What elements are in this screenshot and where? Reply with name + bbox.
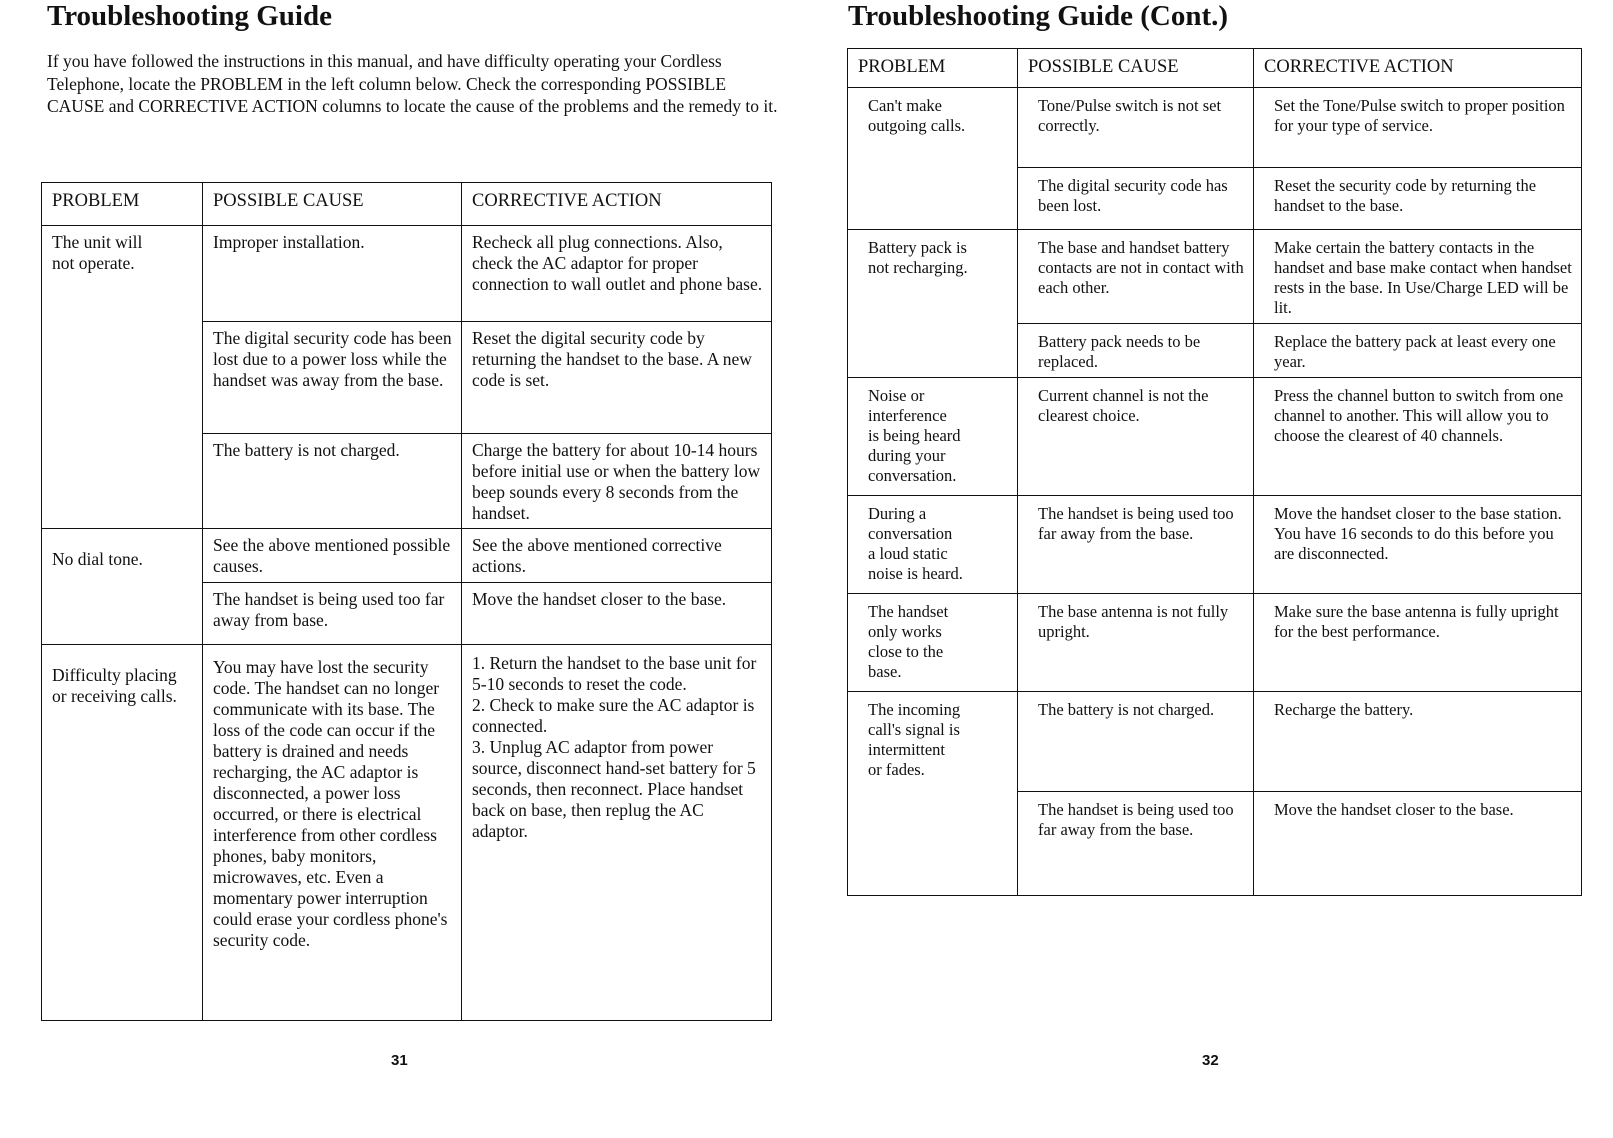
cause-cell: Current channel is not the clearest choice. [1018, 378, 1254, 496]
header-problem: PROBLEM [42, 183, 203, 226]
table-row [848, 230, 1582, 324]
cause-cell: Improper installation. [203, 226, 462, 322]
action-cell: Move the handset closer to the base. [462, 583, 772, 645]
table-row [42, 226, 772, 322]
page-number: 32 [1202, 1052, 1219, 1069]
cause-cell: Tone/Pulse switch is not set correctly. [1018, 88, 1254, 168]
header-corrective-action: CORRECTIVE ACTION [1254, 49, 1582, 88]
header-possible-cause: POSSIBLE CAUSE [203, 183, 462, 226]
action-cell: Make certain the battery contacts in the handset and base make contact when handset rests in the base. In Use/Charge LED will be lit. [1254, 230, 1582, 324]
action-cell: Replace the battery pack at least every one year. [1254, 324, 1582, 378]
problem-cell: The incoming call's signal is intermittent or fades. [848, 692, 1018, 896]
table-row [848, 378, 1582, 496]
page-title: Troubleshooting Guide [47, 0, 332, 32]
problem-cell: Battery pack is not recharging. [848, 230, 1018, 378]
action-cell: Recheck all plug connections. Also, check the AC adaptor for proper connection to wall outlet and phone base. [462, 226, 772, 322]
header-row [42, 183, 772, 226]
action-cell: Charge the battery for about 10-14 hours before initial use or when the battery low beep sounds every 8 seconds from the handset. [462, 434, 772, 529]
cause-cell: See the above mentioned possible causes. [203, 529, 462, 583]
problem-cell: The handset only works close to the base. [848, 594, 1018, 692]
cause-cell: The handset is being used too far away from the base. [1018, 792, 1254, 896]
cause-cell: The base and handset battery contacts are not in contact with each other. [1018, 230, 1254, 324]
cause-cell: Battery pack needs to be replaced. [1018, 324, 1254, 378]
action-cell: Move the handset closer to the base station. You have 16 seconds to do this before you are disconnected. [1254, 496, 1582, 594]
action-cell: Press the channel button to switch from one channel to another. This will allow you to choose the clearest of 40 channels. [1254, 378, 1582, 496]
action-cell: Reset the digital security code by returning the handset to the base. A new code is set. [462, 322, 772, 434]
table-row [848, 692, 1582, 792]
table-row [848, 594, 1582, 692]
problem-cell: During a conversation a loud static noise is heard. [848, 496, 1018, 594]
cause-cell: The battery is not charged. [1018, 692, 1254, 792]
table-row [848, 88, 1582, 168]
action-cell: 1. Return the handset to the base unit for 5-10 seconds to reset the code. 2. Check to make sure the AC adaptor is connected. 3. Unplug AC adaptor from power source, disconnect hand-set battery for 5 seconds, then reconnect. Place handset back on base, then replug the AC adaptor. [462, 645, 772, 1021]
table-row [42, 645, 772, 1021]
header-corrective-action: CORRECTIVE ACTION [462, 183, 772, 226]
header-row [848, 49, 1582, 88]
action-cell: Recharge the battery. [1254, 692, 1582, 792]
troubleshooting-table [847, 48, 1582, 896]
table-row [42, 529, 772, 583]
action-cell: Make sure the base antenna is fully upright for the best performance. [1254, 594, 1582, 692]
cause-cell: The base antenna is not fully upright. [1018, 594, 1254, 692]
action-cell: Move the handset closer to the base. [1254, 792, 1582, 896]
page-title: Troubleshooting Guide (Cont.) [848, 0, 1229, 32]
page-number: 31 [391, 1052, 408, 1069]
cause-cell: The handset is being used too far away from base. [203, 583, 462, 645]
intro-paragraph: If you have followed the instructions in this manual, and have difficulty operating your Cordless Telephone, locate the PROBLEM in the left column below. Check the corresponding POSSIBLE CAUSE and CORRECTIVE ACTION columns to locate the cause of the problems and the remedy to it. [47, 51, 778, 116]
problem-cell: No dial tone. [42, 529, 203, 645]
cause-cell: You may have lost the security code. The handset can no longer communicate with its base. The loss of the code can occur if the battery is drained and needs recharging, the AC adaptor is disconnected, a power loss occurred, or there is electrical interference from other cordless phones, baby monitors, microwaves, etc. Even a momentary power interruption could erase your cordless phone's security code. [203, 645, 462, 1021]
problem-cell: Difficulty placing or receiving calls. [42, 645, 203, 1021]
troubleshooting-table [41, 182, 772, 1021]
header-possible-cause: POSSIBLE CAUSE [1018, 49, 1254, 88]
table-row [848, 496, 1582, 594]
cause-cell: The battery is not charged. [203, 434, 462, 529]
action-cell: Set the Tone/Pulse switch to proper position for your type of service. [1254, 88, 1582, 168]
action-cell: Reset the security code by returning the handset to the base. [1254, 168, 1582, 230]
problem-cell: The unit will not operate. [42, 226, 203, 529]
problem-cell: Can't make outgoing calls. [848, 88, 1018, 230]
problem-cell: Noise or interference is being heard during your conversation. [848, 378, 1018, 496]
cause-cell: The digital security code has been lost. [1018, 168, 1254, 230]
action-cell: See the above mentioned corrective actions. [462, 529, 772, 583]
cause-cell: The digital security code has been lost due to a power loss while the handset was away from the base. [203, 322, 462, 434]
cause-cell: The handset is being used too far away from the base. [1018, 496, 1254, 594]
header-problem: PROBLEM [848, 49, 1018, 88]
